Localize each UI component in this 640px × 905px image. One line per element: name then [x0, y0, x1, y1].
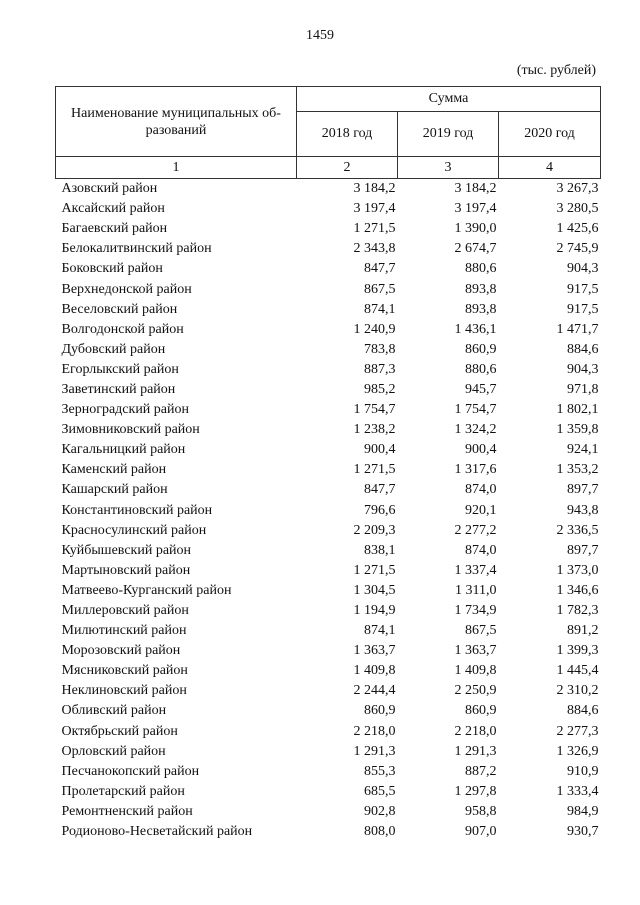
value-2019: 900,4: [465, 442, 497, 458]
value-2019: 1 317,6: [454, 462, 497, 478]
value-2019: 1 337,4: [454, 562, 497, 578]
value-2020: 884,6: [567, 341, 599, 357]
table-row: [56, 199, 601, 219]
table-row: [56, 762, 601, 782]
table-row: [56, 460, 601, 480]
municipality-name: Егорлыкский район: [61, 361, 179, 377]
value-2020: 1 346,6: [556, 582, 599, 598]
value-2018: 1 271,5: [353, 562, 396, 578]
municipality-name: Песчанокопский район: [61, 763, 200, 779]
value-2018: 1 271,5: [353, 221, 396, 237]
header-year-2018: 2018 год: [297, 112, 398, 157]
municipality-name: Неклиновский район: [61, 683, 187, 699]
value-2018: 1 754,7: [353, 402, 396, 418]
table-row: [56, 219, 601, 239]
value-2018: 685,5: [364, 783, 396, 799]
value-2020: 943,8: [567, 502, 599, 518]
table-row: [56, 400, 601, 420]
municipality-name: Багаевский район: [61, 221, 168, 237]
municipality-name: Белокалитвинский район: [61, 241, 212, 257]
value-2020: 2 310,2: [556, 683, 599, 699]
table-row: [56, 320, 601, 340]
municipality-name: Верхнедонской район: [61, 281, 192, 297]
table-row: [56, 802, 601, 822]
table-row: [56, 561, 601, 581]
table-row: [56, 440, 601, 460]
value-2019: 1 436,1: [454, 321, 497, 337]
municipality-name: Матвеево-Курганский район: [61, 582, 232, 598]
value-2019: 874,0: [465, 542, 497, 558]
municipality-name: Миллеровский район: [61, 603, 189, 619]
value-2020: 910,9: [567, 763, 599, 779]
municipality-name: Заветинский район: [61, 381, 176, 397]
table-row: [56, 279, 601, 299]
municipality-name: Красносулинский район: [61, 522, 207, 538]
value-2019: 2 277,2: [454, 522, 497, 538]
value-2018: 3 197,4: [353, 201, 396, 217]
value-2019: 3 197,4: [454, 201, 497, 217]
value-2020: 3 280,5: [556, 201, 599, 217]
value-2020: 924,1: [567, 442, 599, 458]
value-2020: 3 267,3: [556, 181, 599, 197]
column-number-3: 3: [398, 157, 499, 179]
municipality-name: Пролетарский район: [61, 783, 185, 799]
value-2020: 984,9: [567, 803, 599, 819]
budget-table: [55, 86, 601, 842]
value-2018: 874,1: [364, 301, 396, 317]
value-2020: 1 445,4: [556, 663, 599, 679]
value-2018: 867,5: [364, 281, 396, 297]
municipality-name: Кашарский район: [61, 482, 168, 498]
header-municipality: Наименование муниципальных об-разований: [56, 87, 297, 157]
value-2020: 891,2: [567, 623, 599, 639]
value-2018: 783,8: [364, 341, 396, 357]
value-2019: 1 390,0: [454, 221, 497, 237]
value-2020: 1 373,0: [556, 562, 599, 578]
municipality-name: Волгодонской район: [61, 321, 184, 337]
municipality-name: Милютинский район: [61, 623, 187, 639]
table-row: [56, 742, 601, 762]
value-2020: 1 782,3: [556, 603, 599, 619]
value-2019: 920,1: [465, 502, 497, 518]
value-2018: 1 271,5: [353, 462, 396, 478]
value-2018: 847,7: [364, 261, 396, 277]
value-2020: 2 336,5: [556, 522, 599, 538]
value-2020: 904,3: [567, 261, 599, 277]
value-2020: 1 471,7: [556, 321, 599, 337]
value-2019: 958,8: [465, 803, 497, 819]
value-2020: 971,8: [567, 381, 599, 397]
value-2020: 904,3: [567, 361, 599, 377]
value-2018: 838,1: [364, 542, 396, 558]
value-2020: 2 745,9: [556, 241, 599, 257]
value-2018: 1 291,3: [353, 743, 396, 759]
municipality-name: Каменский район: [61, 462, 167, 478]
value-2020: 1 333,4: [556, 783, 599, 799]
municipality-name: Дубовский район: [61, 341, 166, 357]
table-row: [56, 521, 601, 541]
table-row: [56, 179, 601, 200]
header-sum: Сумма: [297, 87, 601, 112]
value-2018: 1 240,9: [353, 321, 396, 337]
value-2018: 900,4: [364, 442, 396, 458]
unit-label: (тыс. рублей): [516, 63, 596, 78]
column-number-2: 2: [297, 157, 398, 179]
value-2019: 1 363,7: [454, 643, 497, 659]
value-2019: 945,7: [465, 381, 497, 397]
value-2019: 3 184,2: [454, 181, 497, 197]
value-2019: 2 218,0: [454, 723, 497, 739]
value-2019: 860,9: [465, 703, 497, 719]
value-2018: 2 209,3: [353, 522, 396, 538]
municipality-name: Аксайский район: [61, 201, 165, 217]
value-2018: 1 363,7: [353, 643, 396, 659]
municipality-name: Октябрьский район: [61, 723, 178, 739]
municipality-name: Родионово-Несветайский район: [61, 824, 253, 840]
value-2020: 884,6: [567, 703, 599, 719]
municipality-name: Азовский район: [61, 181, 158, 197]
municipality-name: Кагальницкий район: [61, 442, 186, 458]
value-2020: 2 277,3: [556, 723, 599, 739]
table-row: [56, 661, 601, 681]
value-2019: 1 311,0: [455, 582, 497, 598]
value-2018: 847,7: [364, 482, 396, 498]
value-2019: 1 297,8: [454, 783, 497, 799]
value-2018: 796,6: [364, 502, 396, 518]
table-row: [56, 259, 601, 279]
value-2019: 2 674,7: [454, 241, 497, 257]
value-2020: 1 359,8: [556, 422, 599, 438]
table-row: [56, 501, 601, 521]
value-2019: 1 734,9: [454, 603, 497, 619]
table-row: [56, 822, 601, 842]
municipality-name: Мясниковский район: [61, 663, 188, 679]
table-row: [56, 601, 601, 621]
table-row: [56, 581, 601, 601]
value-2018: 3 184,2: [353, 181, 396, 197]
value-2020: 1 399,3: [556, 643, 599, 659]
value-2018: 1 304,5: [353, 582, 396, 598]
value-2020: 917,5: [567, 281, 599, 297]
value-2018: 808,0: [364, 824, 396, 840]
table-row: [56, 360, 601, 380]
municipality-name: Константиновский район: [61, 502, 213, 518]
value-2019: 893,8: [465, 281, 497, 297]
value-2019: 1 409,8: [454, 663, 497, 679]
value-2019: 1 754,7: [454, 402, 497, 418]
municipality-name: Морозовский район: [61, 643, 181, 659]
municipality-name: Зерноградский район: [61, 402, 189, 418]
table-row: [56, 621, 601, 641]
value-2018: 902,8: [364, 803, 396, 819]
value-2018: 874,1: [364, 623, 396, 639]
value-2019: 1 324,2: [454, 422, 497, 438]
table-row: [56, 782, 601, 802]
value-2019: 880,6: [465, 261, 497, 277]
table-row: [56, 380, 601, 400]
value-2018: 1 194,9: [353, 603, 396, 619]
value-2018: 1 238,2: [353, 422, 396, 438]
table-row: [56, 480, 601, 500]
value-2020: 1 353,2: [556, 462, 599, 478]
value-2020: 930,7: [567, 824, 599, 840]
table-row: [56, 641, 601, 661]
value-2019: 860,9: [465, 341, 497, 357]
column-number-1: 1: [56, 157, 297, 179]
table-row: [56, 239, 601, 259]
value-2019: 2 250,9: [454, 683, 497, 699]
value-2019: 874,0: [465, 482, 497, 498]
value-2020: 1 326,9: [556, 743, 599, 759]
value-2018: 985,2: [364, 381, 396, 397]
value-2020: 897,7: [567, 482, 599, 498]
value-2019: 867,5: [465, 623, 497, 639]
value-2020: 897,7: [567, 542, 599, 558]
table-row: [56, 681, 601, 701]
table-row: [56, 340, 601, 360]
municipality-name: Боковский район: [61, 261, 163, 277]
table-row: [56, 541, 601, 561]
value-2018: 1 409,8: [353, 663, 396, 679]
value-2020: 917,5: [567, 301, 599, 317]
table-row: [56, 722, 601, 742]
value-2018: 887,3: [364, 361, 396, 377]
value-2018: 2 218,0: [353, 723, 396, 739]
value-2019: 887,2: [465, 763, 497, 779]
table-row: [56, 300, 601, 320]
value-2020: 1 425,6: [556, 221, 599, 237]
value-2019: 1 291,3: [454, 743, 497, 759]
table-row: [56, 420, 601, 440]
value-2019: 893,8: [465, 301, 497, 317]
table-row: [56, 701, 601, 721]
page-number: 1459: [306, 28, 334, 43]
value-2018: 855,3: [364, 763, 396, 779]
municipality-name: Зимовниковский район: [61, 422, 200, 438]
value-2018: 860,9: [364, 703, 396, 719]
municipality-name: Обливский район: [61, 703, 167, 719]
header-year-2019: 2019 год: [398, 112, 499, 157]
value-2018: 2 244,4: [353, 683, 396, 699]
municipality-name: Мартыновский район: [61, 562, 191, 578]
table-body: [56, 179, 601, 843]
value-2020: 1 802,1: [556, 402, 599, 418]
municipality-name: Ремонтненский район: [61, 803, 193, 819]
column-number-4: 4: [499, 157, 601, 179]
value-2019: 880,6: [465, 361, 497, 377]
header-year-2020: 2020 год: [499, 112, 601, 157]
value-2018: 2 343,8: [353, 241, 396, 257]
municipality-name: Веселовский район: [61, 301, 178, 317]
value-2019: 907,0: [465, 824, 497, 840]
municipality-name: Куйбышевский район: [61, 542, 192, 558]
municipality-name: Орловский район: [61, 743, 166, 759]
